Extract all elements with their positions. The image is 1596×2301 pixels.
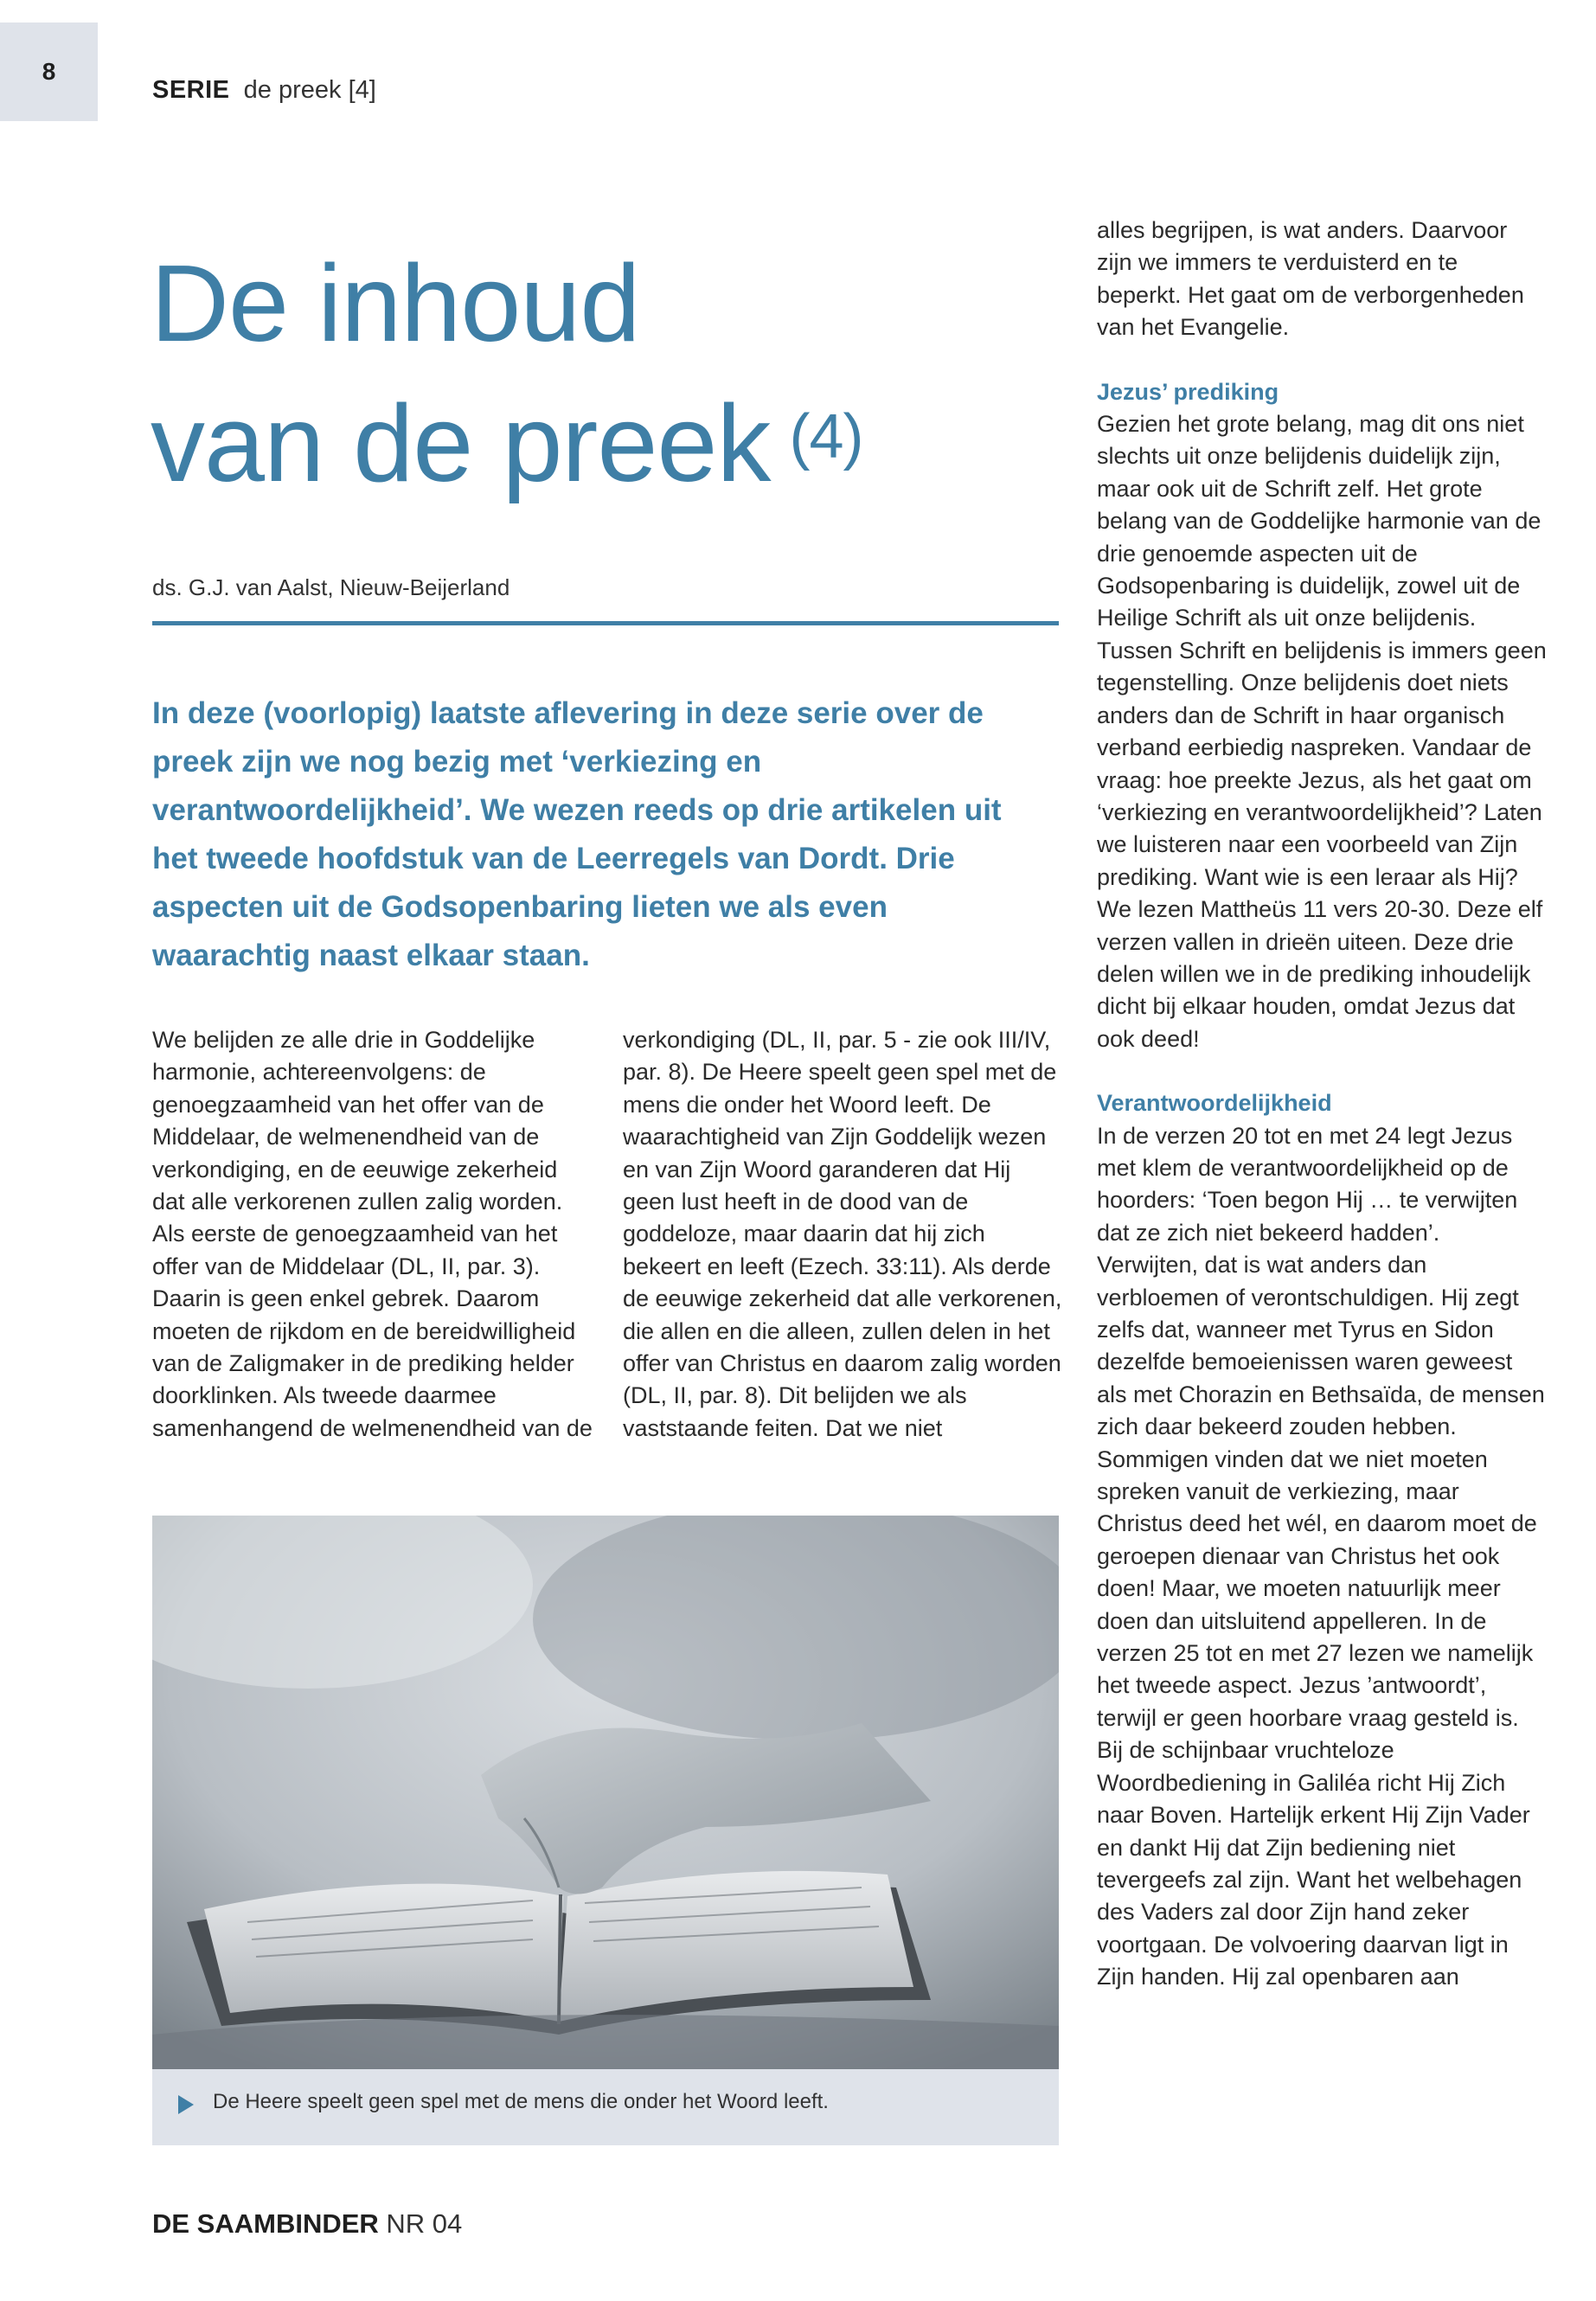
col1-text: We belijden ze alle drie in Goddelijke harmonie, achtereenvolgens: de genoegzaamheid van het offer van de Middelaar, de welmenendheid van de verkondiging, en de eeuwige zekerheid dat alle verkorenen zullen zalig worden. Als eerste de genoegzaamheid van het offer van de Middelaar (DL, II, par. 3). Daarin is geen enkel gebrek. Daarom moeten de rijkdom en de bereidwilligheid van de Zaligmaker in de prediking helder doorklinken. Als tweede daarmee samenhangend de welmenendheid van de bbox=[152, 1027, 593, 1441]
series-header bbox=[152, 76, 376, 105]
figure bbox=[152, 1516, 1059, 2145]
col2-text: verkondiging (DL, II, par. 5 - zie ook III/IV, par. 8). De Heere speelt geen spel met de mens die onder het Woord leeft. De waarachtigheid van Zijn Goddelijk wezen en van Zijn Woord garanderen dat Hij geen lust heeft in de dood van de goddeloze, maar daarin dat hij zich bekeert en leeft (Ezech. 33:11). Als derde de eeuwige zekerheid dat alle verkorenen, die allen en die alleen, zullen delen in het offer van Christus en daarom zalig worden (DL, II, par. 8). Dit belijden we als vaststaande feiten. Dat we niet bbox=[623, 1027, 1062, 1441]
col3-paragraph-3: In de verzen 20 tot en met 24 legt Jezus met klem de verantwoordelijkheid op de hoorders: ‘Toen begon Hij … te verwijten dat ze zich niet bekeerd hadden’. Verwijten, dat is wat anders dan verbloemen of verontschuldigen. Hij zegt zelfs dat, wanneer met Tyrus en Sidon dezelfde bemoeienissen waren geweest als met Chorazin en Bethsaïda, de mensen zich daar bekeerd zouden hebben. Sommigen vinden dat we niet moeten spreken vanuit de verkiezing, maar Christus deed het wél, en daarom moet de geroepen dienaar van Christus het ook doen! Maar, we moeten natuurlijk meer doen dan uitsluitend appelleren. In de verzen 25 tot en met 27 lezen we namelijk het tweede aspect. Jezus ’antwoordt’, terwijl er geen hoorbare vraag gesteld is. Bij de schijnbaar vruchteloze Woordbediening in Galiléa richt Hij Zich naar Boven. Hartelijk erkent Hij Zijn Vader en dankt Hij dat Zijn bediening niet tevergeefs zal zijn. Want het welbehagen des Vaders zal door Zijn hand zeker voortgaan. De volvoering daarvan ligt in Zijn handen. Hij zal openbaren aan bbox=[1097, 1122, 1545, 1990]
body-column-3 bbox=[1097, 215, 1547, 1994]
title-line-1: De inhoud bbox=[151, 242, 640, 364]
series-title: de preek [4] bbox=[243, 76, 376, 104]
author-byline: ds. G.J. van Aalst, Nieuw-Beijerland bbox=[152, 574, 510, 600]
title-divider bbox=[152, 621, 1059, 625]
article-title bbox=[151, 234, 1016, 514]
body-column-2 bbox=[623, 1024, 1064, 1445]
col3-paragraph-1: alles begrijpen, is wat anders. Daarvoor zijn we immers te verduisterd en te beperkt. Het gaat om de verborgenheden van het Evangelie. bbox=[1097, 217, 1524, 341]
intro-paragraph: In deze (voorlopig) laatste aflevering in deze serie over de preek zijn we nog bezig met ‘verkiezing en verantwoordelijkheid’. We wezen reeds op drie artikelen uit het tweede hoofdstuk van de Leerregels van Dordt. Drie aspecten uit de Godsopenbaring lieten we als even waarachtig naast elkaar staan. bbox=[152, 696, 1002, 972]
page-number: 8 bbox=[0, 22, 98, 121]
bible-reading-photo bbox=[152, 1516, 1059, 2069]
title-part-number: (4) bbox=[789, 402, 863, 471]
series-label: SERIE bbox=[152, 76, 230, 104]
subheading-verantwoordelijkheid: Verantwoordelijkheid bbox=[1097, 1090, 1332, 1117]
figure-caption: De Heere speelt geen spel met de mens die onder het Woord leeft. bbox=[213, 2090, 829, 2113]
magazine-name: DE SAAMBINDER bbox=[152, 2208, 379, 2239]
caption-arrow-icon bbox=[178, 2095, 194, 2114]
title-line-2: van de preek bbox=[151, 382, 771, 504]
issue-number: NR 04 bbox=[386, 2208, 463, 2239]
subheading-jezus-prediking: Jezus’ prediking bbox=[1097, 378, 1279, 405]
body-column-1 bbox=[152, 1024, 593, 1445]
footer bbox=[152, 2208, 462, 2240]
col3-paragraph-2: Gezien het grote belang, mag dit ons niet slechts uit onze belijdenis duidelijk zijn, maar ook uit de Schrift zelf. Het grote belang van de Goddelijke harmonie van de drie genoemde aspecten uit de Godsopenbaring is duidelijk, zowel uit de Heilige Schrift als uit onze belijdenis. Tussen Schrift en belijdenis is immers geen tegenstelling. Onze belijdenis doet niets anders dan de Schrift in haar organisch verband eerbiedig naspreken. Vandaar de vraag: hoe preekte Jezus, als het gaat om ‘verkiezing en verantwoordelijkheid’? Laten we luisteren naar een voorbeeld van Zijn prediking. Want wie is een leraar als Hij? We lezen Mattheüs 11 vers 20-30. Deze elf verzen vallen in drieën uiteen. Deze drie delen willen we in de prediking inhoudelijk dicht bij elkaar houden, omdat Jezus dat ook deed! bbox=[1097, 411, 1547, 1052]
